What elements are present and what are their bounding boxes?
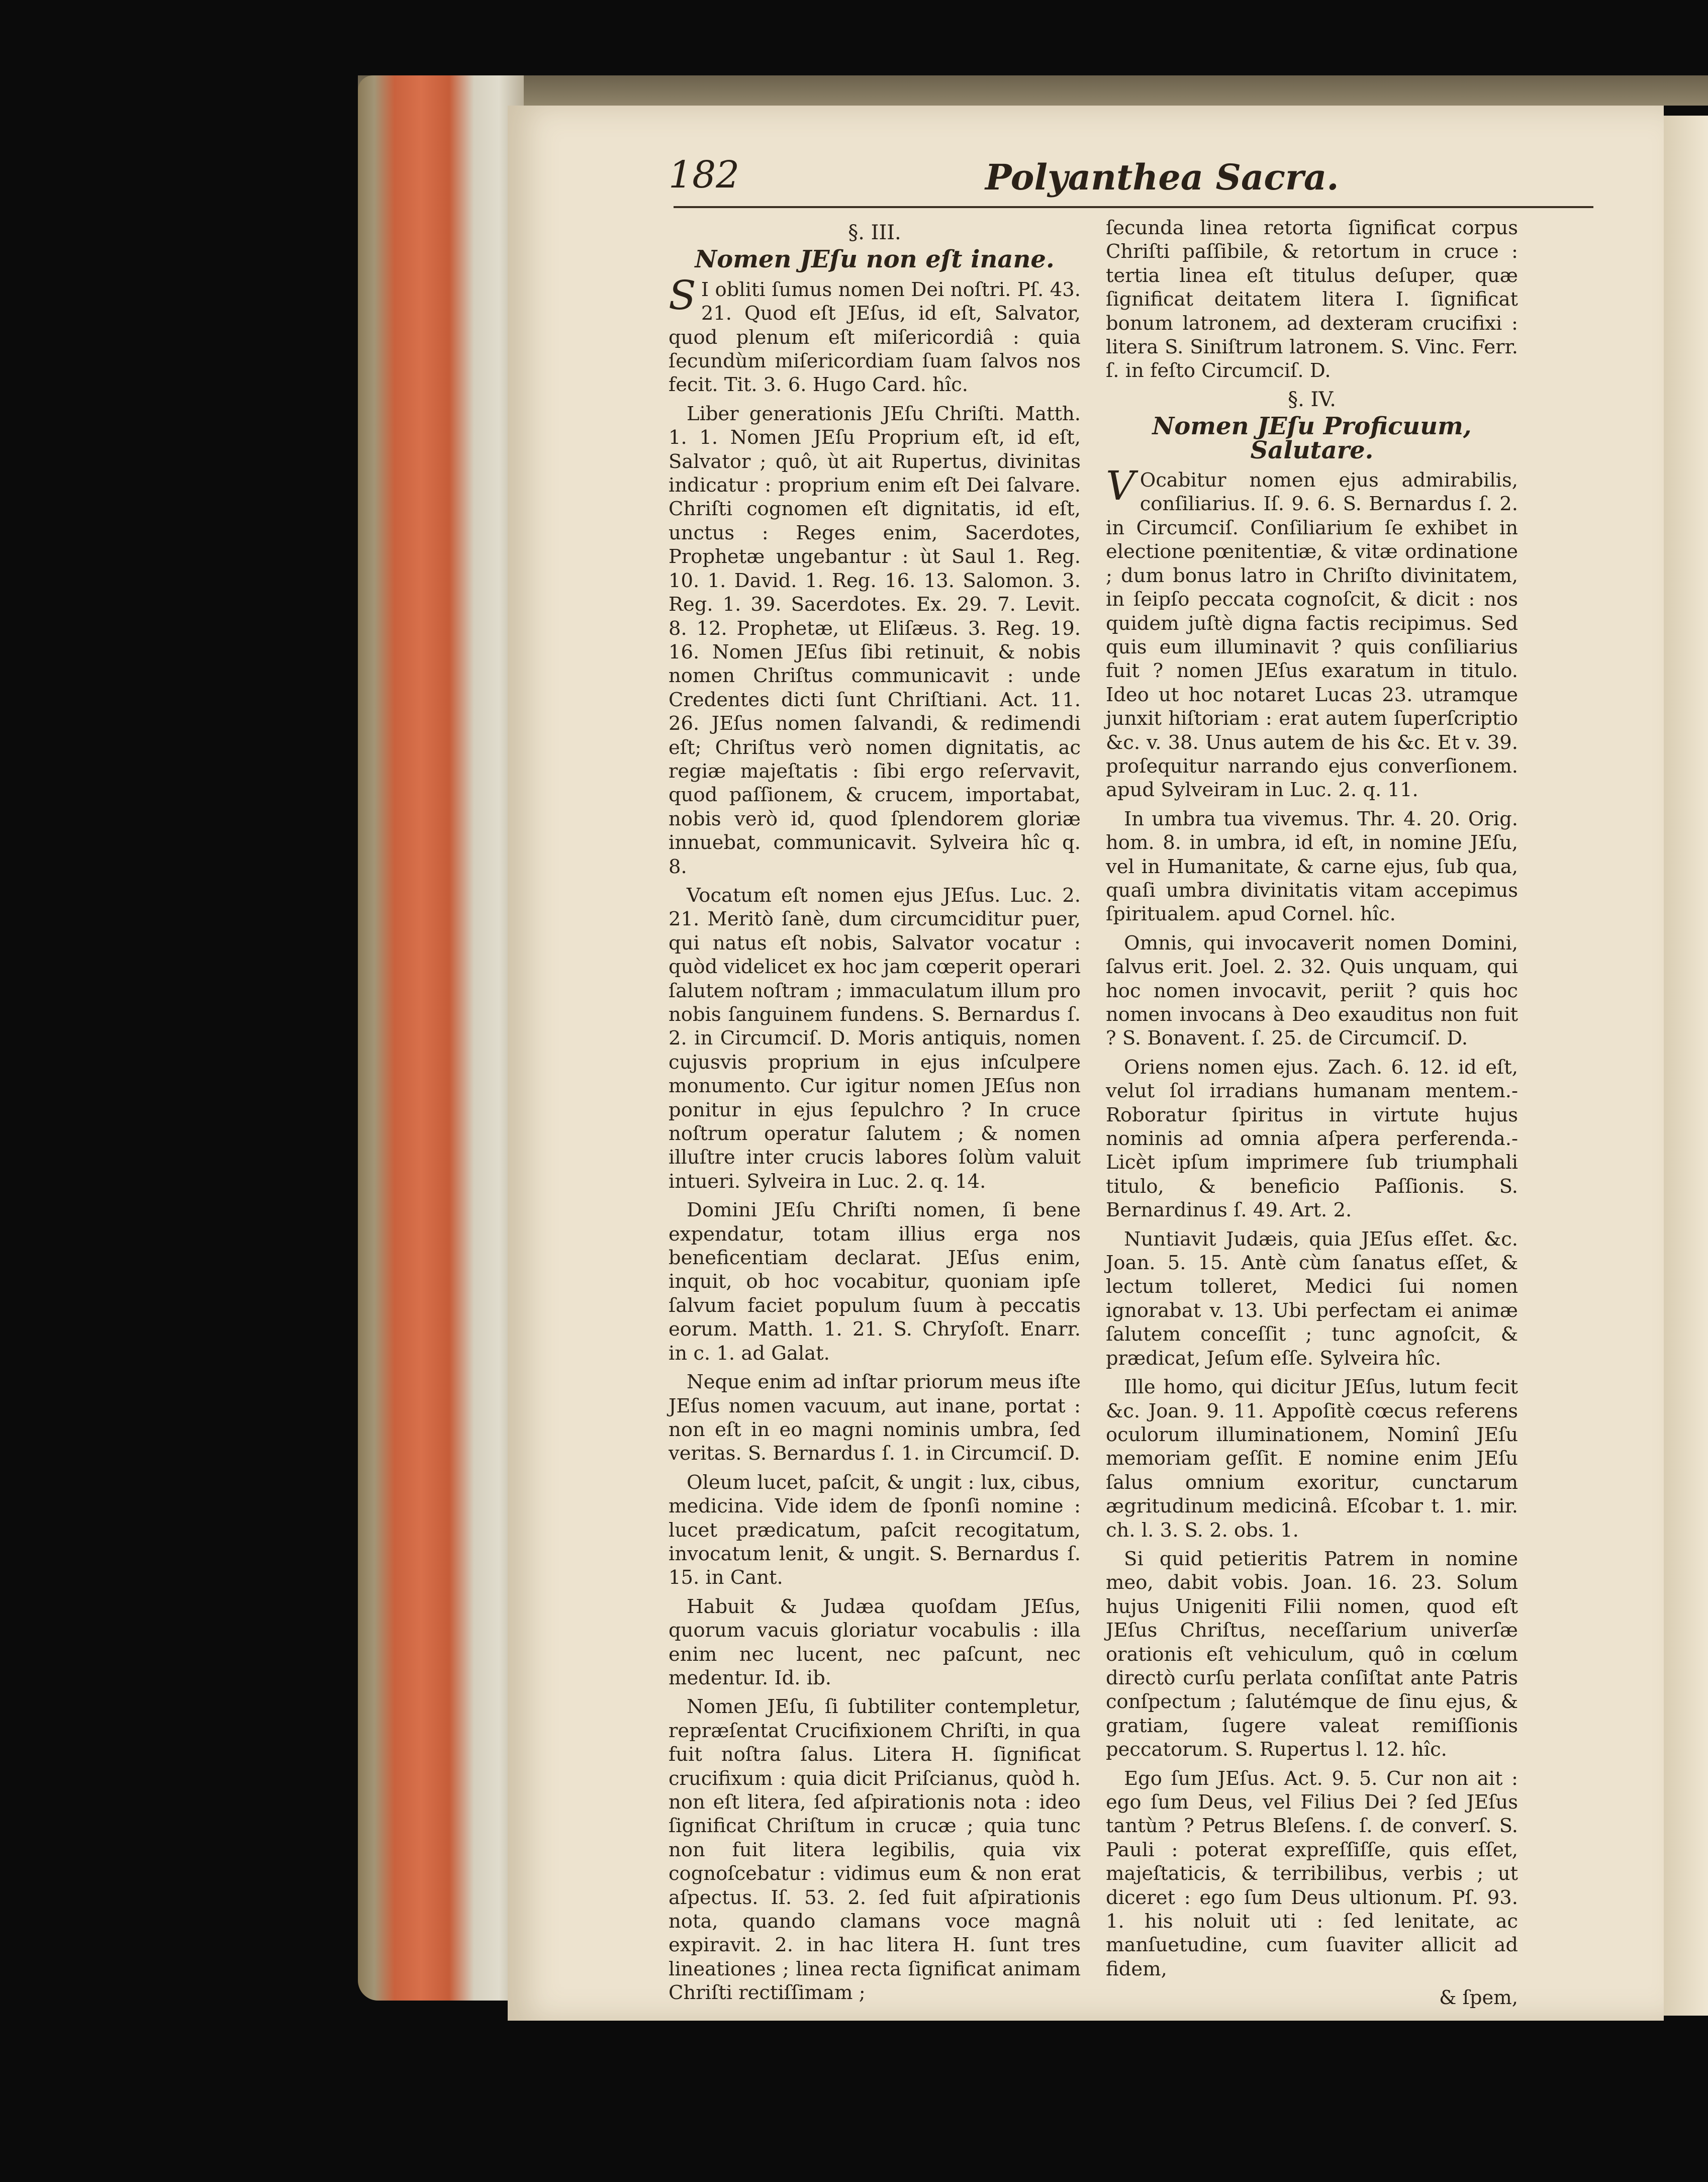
paragraph: ſecunda linea retorta ſignificat corpus Chriſti paſſibile, & retortum in cruce : tertia linea eſt titulus deſuper, quæ ſignificat deitatem litera I. ſignificat bonum latronem, ad dexteram crucifixi : litera S. Siniſtrum latronem. S. Vinc. Ferr. ſ. in feſto Circumciſ. D. [1106, 217, 1518, 383]
paragraph: S I obliti ſumus nomen Dei noſtri. Pſ. 43. 21. Quod eſt JEſus, id eſt, Salvator, quod plenum eſt miſericordiâ : quia ſecundùm miſericordiam ſuam ſalvos nos fecit. Tit. 3. 6. Hugo Card. hîc. [669, 271, 1081, 397]
right-column [1106, 216, 1518, 2010]
paragraph: Omnis, qui invocaverit nomen Domini, ſalvus erit. Joel. 2. 32. Quis unquam, qui hoc nomen invocavit, periit ? quis hoc nomen invocans à Deo exauditus non fuit ? S. Bonavent. ſ. 25. de Circumciſ. D. [1106, 931, 1518, 1050]
facing-page-edge [1664, 116, 1708, 2016]
paragraph: Domini JEſu Chriſti nomen, ſi bene expendatur, totam illius erga nos beneficentiam declarat. JEſus enim, inquit, ob hoc vocabitur, quoniam ipſe ſalvum faciet populum ſuum à peccatis eorum. Matth. 1. 21. S. Chryſoſt. Enarr. in c. 1. ad Galat. [669, 1199, 1081, 1365]
paragraph: Ego ſum JEſus. Act. 9. 5. Cur non ait : ego ſum Deus, vel Filius Dei ? ſed JEſus tantùm ? Petrus Bleſens. ſ. de converſ. S. Pauli : poterat expreſſiſſe, quis eſſet, majeſtaticis, & terribilibus, verbis ; ut diceret : ego ſum Deus ultionum. Pſ. 93. 1. his noluit uti : ſed lenitate, ac manſuetudine, cum ſuaviter allicit ad fidem, [1106, 1767, 1518, 1980]
drop-capital: S [669, 271, 696, 319]
page-header [669, 153, 1614, 209]
section-title: Nomen JEſu non eſt inane. [695, 245, 1055, 274]
paragraph: Vocatum eſt nomen ejus JEſus. Luc. 2. 21. Meritò ſanè, dum circumciditur puer, qui natus eſt nobis, Salvator vocatur : quòd videlicet ex hoc jam cœperit operari ſalutem noſtram ; immaculatum illum pro nobis ſanguinem fundens. S. Bernardus ſ. 2. in Circumciſ. D. Moris antiquis, nomen cujusvis proprium in ejus inſculpere monumento. Cur igitur nomen JEſus non ponitur in ejus ſepulchro ? In cruce noſtrum operatur ſalutem ; & nomen illuſtre inter crucis labores ſolùm valuit intueri. Sylveira in Luc. 2. q. 14. [669, 884, 1081, 1193]
section-number: §. IV. [1288, 388, 1336, 411]
paragraph: Nomen JEſu, ſi ſubtiliter contempletur, repræſentat Crucifixionem Chriſti, in qua fuit noſtra ſalus. Litera H. ſignificat crucifixum : quia dicit Priſcianus, quòd h. non eſt litera, ſed aſpirationis nota : ideo ſignificat Chriſtum in crucæ ; quia tunc non fuit litera legibilis, quia vix cognoſcebatur : vidimus eum & non erat aſpectus. Iſ. 53. 2. ſed fuit aſpirationis nota, quando clamans voce magnâ expiravit. 2. in hac litera H. ſunt tres lineationes ; linea recta ſignificat animam Chriſti rectiſſimam ; [669, 1695, 1081, 2005]
catchword: & ſpem, [1439, 1986, 1518, 2010]
paragraph: Nuntiavit Judæis, quia JEſus eſſet. &c. Joan. 5. 15. Antè cùm ſanatus eſſet, & lectum tolleret, Medici ſui nomen ignorabat v. 13. Ubi perfectam ei animæ ſalutem conceſſit ; tunc agnoſcit, & prædicat, Jeſum eſſe. Sylveira hîc. [1106, 1227, 1518, 1370]
running-title: Polyanthea Sacra. [985, 156, 1339, 198]
paragraph: Habuit & Judæa quoſdam JEſus, quorum vacuis gloriatur vocabulis : illa enim nec lucent, nec paſcunt, nec medentur. Id. ib. [669, 1595, 1081, 1689]
paragraph: Ille homo, qui dicitur JEſus, lutum fecit &c. Joan. 9. 11. Appoſitè cœcus referens oculorum illuminationem, Nominî JEſu memoriam geſſit. E nomine enim JEſu ſalus omnium exoritur, cunctarum ægritudinum medicinâ. Eſcobar t. 1. mir. ch. l. 3. S. 2. obs. 1. [1106, 1376, 1518, 1542]
paragraph: Si quid petieritis Patrem in nomine meo, dabit vobis. Joan. 16. 23. Solum hujus Unigeniti Filii nomen, quod eſt JEſus Chriſtus, neceſſarium univerſæ orationis eſt vehiculum, quô in cœlum directò curſu perlata conſiſtat ante Patris conſpectum ; ſalutémque de ſinu ejus, & gratiam, ſugere valeat remiſſionis peccatorum. S. Rupertus l. 12. hîc. [1106, 1547, 1518, 1761]
page-number: 182 [669, 153, 740, 197]
paragraph: V Ocabitur nomen ejus admirabilis, conſiliarius. Iſ. 9. 6. S. Bernardus ſ. 2. in Circumciſ. Conſiliarium ſe exhibet in electione pœnitentiæ, & vitæ ordinatione ; dum bonus latro in Chriſto divinitatem, in ſeipſo peccata cognoſcit, & dicit : nos quidem juſtè digna factis recipimus. Sed quis eum illuminavit ? quis conſiliarius fuit ? nomen JEſus exaratum in titulo. Ideo ut hoc notaret Lucas 23. utramque junxit hiſtoriam : erat autem ſuperſcriptio &c. v. 38. Unus autem de his &c. Et v. 39. proſequitur narrando ejus converſionem. apud Sylveiram in Luc. 2. q. 11. [1106, 462, 1518, 802]
paragraph: In umbra tua vivemus. Thr. 4. 20. Orig. hom. 8. in umbra, id eſt, in nomine JEſu, vel in Humanitate, & carne ejus, ſub qua, quaſi umbra divinitatis vitam accepimus ſpiritualem. apud Cornel. hîc. [1106, 807, 1518, 926]
paragraph: Neque enim ad inſtar priorum meus iſte JEſus nomen vacuum, aut inane, portat : non eſt in eo magni nominis umbra, ſed veritas. S. Bernardus ſ. 1. in Circumciſ. D. [669, 1371, 1081, 1465]
book-top-edge [358, 75, 1708, 106]
book-fore-edge [358, 75, 524, 2001]
paragraph: Oriens nomen ejus. Zach. 6. 12. id eſt, velut ſol irradians humanam mentem.- Roboratur ſpiritus in virtute hujus nominis ad omnia aſpera perferenda.- Licèt ipſum imprimere ſub triumphali titulo, & beneficio Paſſionis. S. Bernardinus ſ. 49. Art. 2. [1106, 1056, 1518, 1222]
paragraph: Oleum lucet, paſcit, & ungit : lux, cibus, medicina. Vide idem de ſponſi nomine : lucet prædicatum, paſcit recogitatum, invocatum lenit, & ungit. S. Bernardus ſ. 15. in Cant. [669, 1471, 1081, 1589]
section-title: Nomen JEſu Proficuum, Salutare. [1152, 412, 1472, 464]
left-column [669, 216, 1081, 2010]
section-number: §. III. [848, 221, 901, 244]
drop-capital: V [1106, 462, 1135, 510]
header-rule [674, 206, 1593, 208]
paragraph: Liber generationis JEſu Chriſti. Matth. 1. 1. Nomen JEſu Proprium eſt, id eſt, Salvator ; quô, ùt ait Rupertus, divinitas indicatur : proprium enim eſt Dei ſalvare. Chriſti cognomen eſt dignitatis, id eſt, unctus : Reges enim, Sacerdotes, Prophetæ ungebantur : ùt Saul 1. Reg. 10. 1. David. 1. Reg. 16. 13. Salomon. 3. Reg. 1. 39. Sacerdotes. Ex. 29. 7. Levit. 8. 12. Prophetæ, ut Eliſæus. 3. Reg. 19. 16. Nomen JEſus ſibi retinuit, & nobis nomen Chriſtus communicavit : unde Credentes dicti ſunt Chriſtiani. Act. 11. 26. JEſus nomen ſalvandi, & redimendi eſt; Chriſtus verò nomen dignitatis, ac regiæ majeſtatis : ſibi ergo reſervavit, quod paſſionem, & crucem, importabat, nobis verò id, quod ſplendorem gloriæ innuebat, communicavit. Sylveira hîc q. 8. [669, 402, 1081, 878]
